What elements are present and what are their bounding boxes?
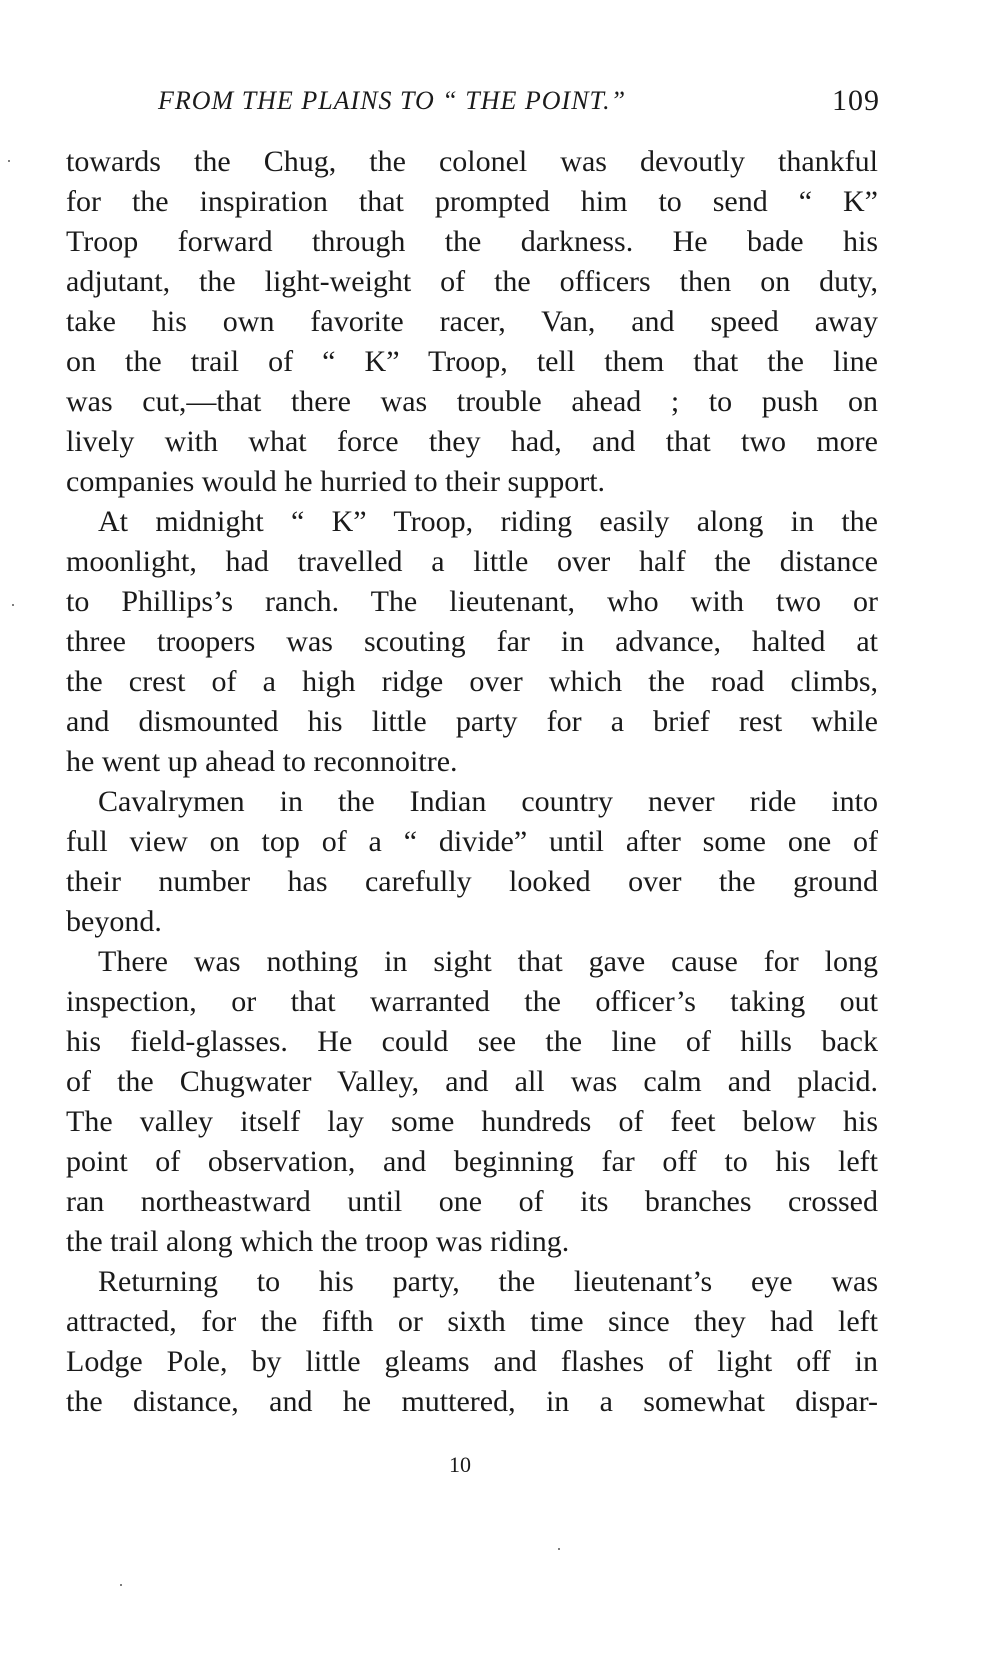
body-text	[66, 142, 878, 1422]
text-line: adjutant, the light-weight of the officers then on duty,	[66, 265, 878, 298]
text-line: the distance, and he muttered, in a somewhat dispar-	[66, 1385, 878, 1418]
text-line: At midnight “ K” Troop, riding easily along in the	[98, 505, 878, 538]
text-line: ran northeastward until one of its branches crossed	[66, 1185, 878, 1218]
text-line: to Phillips’s ranch. The lieutenant, who with two or	[66, 585, 878, 618]
text-line: The valley itself lay some hundreds of feet below his	[66, 1105, 878, 1138]
running-head	[68, 86, 880, 126]
signature-mark: 10	[449, 1452, 471, 1477]
text-line: Lodge Pole, by little gleams and flashes of light off in	[66, 1345, 878, 1378]
text-line: beyond.	[66, 905, 162, 938]
scan-speck	[558, 1548, 560, 1550]
text-line: of the Chugwater Valley, and all was calm and placid.	[66, 1065, 878, 1098]
text-line: attracted, for the fifth or sixth time since they had left	[66, 1305, 878, 1338]
scan-speck	[12, 604, 14, 606]
text-line: towards the Chug, the colonel was devoutly thankful	[66, 145, 878, 178]
text-line: on the trail of “ K” Troop, tell them that the line	[66, 345, 878, 378]
text-line: full view on top of a “ divide” until after some one of	[66, 825, 878, 858]
running-title: FROM THE PLAINS TO “ THE POINT.”	[158, 86, 627, 115]
scan-speck	[120, 1584, 122, 1586]
text-line: was cut,—that there was trouble ahead ; to push on	[66, 385, 878, 418]
text-line: their number has carefully looked over the ground	[66, 865, 878, 898]
text-line: Troop forward through the darkness. He bade his	[66, 225, 878, 258]
text-line: for the inspiration that prompted him to send “ K”	[66, 185, 878, 218]
text-line: lively with what force they had, and that two more	[66, 425, 878, 458]
text-line: his field-glasses. He could see the line of hills back	[66, 1025, 878, 1058]
text-line: three troopers was scouting far in advance, halted at	[66, 625, 878, 658]
text-line: he went up ahead to reconnoitre.	[66, 745, 458, 778]
text-line: moonlight, had travelled a little over half the distance	[66, 545, 878, 578]
text-line: Cavalrymen in the Indian country never ride into	[98, 785, 878, 818]
scan-speck	[8, 160, 10, 162]
text-line: and dismounted his little party for a brief rest while	[66, 705, 878, 738]
text-line: point of observation, and beginning far off to his left	[66, 1145, 878, 1178]
text-line: Returning to his party, the lieutenant’s eye was	[98, 1265, 878, 1298]
text-line: There was nothing in sight that gave cause for long	[98, 945, 878, 978]
text-line: the crest of a high ridge over which the road climbs,	[66, 665, 878, 698]
text-line: companies would he hurried to their support.	[66, 465, 606, 498]
text-line: the trail along which the troop was riding.	[66, 1225, 570, 1258]
text-line: take his own favorite racer, Van, and speed away	[66, 305, 878, 338]
text-line: inspection, or that warranted the officer’s taking out	[66, 985, 878, 1018]
page-number: 109	[832, 84, 880, 117]
